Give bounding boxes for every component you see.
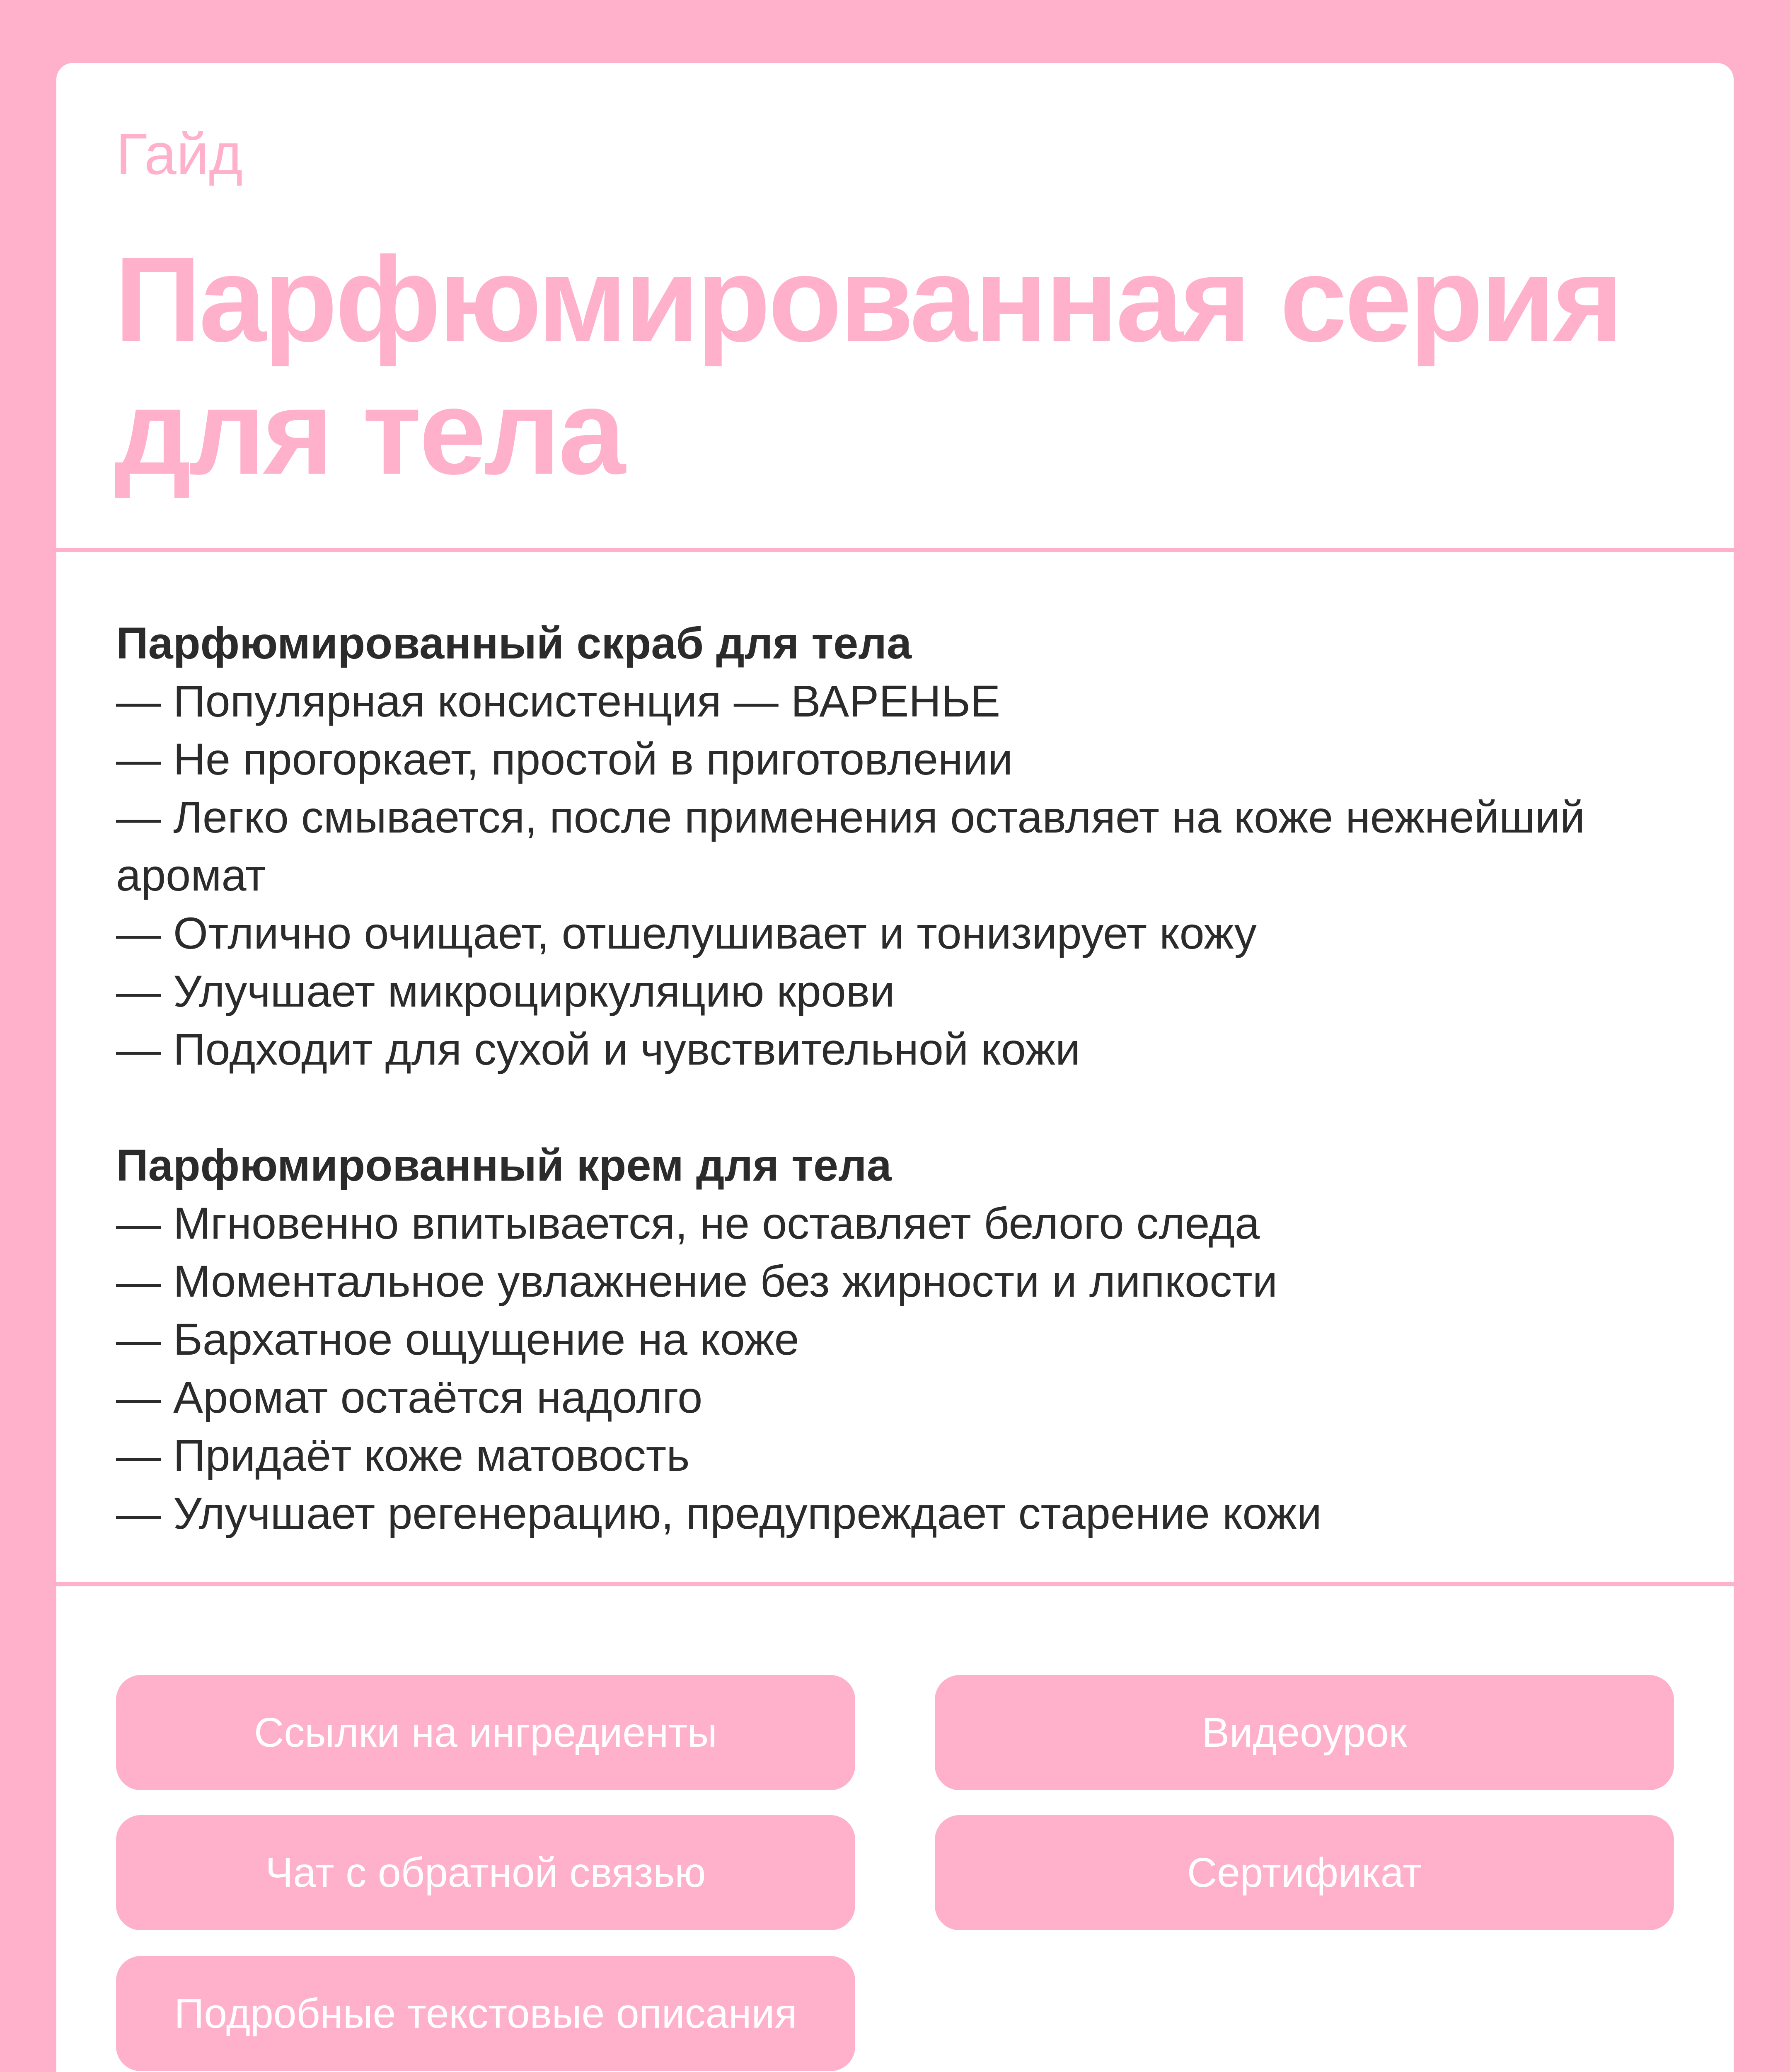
list-item: — Подходит для сухой и чувствительной кожи — [116, 1024, 1081, 1074]
list-item: — Отлично очищает, отшелушивает и тонизирует кожу — [116, 908, 1257, 958]
list-item: — Легко смывается, после применения оставляет на коже нежнейший аромат — [116, 792, 1585, 900]
cream-benefits-list — [116, 1194, 1691, 1542]
video-lesson-button[interactable]: Видеоурок — [935, 1675, 1674, 1790]
certificate-button[interactable]: Сертификат — [935, 1815, 1674, 1930]
scrub-benefits-list — [116, 672, 1691, 1078]
list-item: — Придаёт коже матовость — [116, 1430, 690, 1480]
list-item: — Популярная консистенция — ВАРЕНЬЕ — [116, 676, 1001, 726]
list-item: — Бархатное ощущение на коже — [116, 1314, 799, 1364]
section-title-cream: Парфюмированный крем для тела — [116, 1140, 892, 1190]
list-item: — Моментальное увлажнение без жирности и липкости — [116, 1256, 1278, 1306]
guide-card — [56, 63, 1734, 2072]
cream-section — [116, 1136, 1691, 1542]
top-divider — [56, 548, 1734, 552]
list-item: — Не прогоркает, простой в приготовлении — [116, 734, 1013, 784]
bottom-divider — [56, 1582, 1734, 1586]
ingredients-links-button[interactable]: Ссылки на ингредиенты — [116, 1675, 855, 1790]
list-item: — Улучшает регенерацию, предупреждает старение кожи — [116, 1488, 1322, 1538]
text-descriptions-button[interactable]: Подробные текстовые описания — [116, 1956, 855, 2071]
page-title: Парфюмированная серия для тела — [114, 232, 1621, 499]
resource-buttons — [116, 1675, 1732, 2072]
guide-kicker: Гайд — [116, 121, 243, 186]
product-descriptions — [116, 614, 1691, 1542]
list-item: — Мгновенно впитывается, не оставляет белого следа — [116, 1198, 1260, 1248]
list-item: — Улучшает микроциркуляцию крови — [116, 966, 895, 1016]
header — [56, 63, 1734, 550]
section-title-scrub: Парфюмированный скраб для тела — [116, 618, 912, 668]
feedback-chat-button[interactable]: Чат с обратной связью — [116, 1815, 855, 1930]
list-item: — Аромат остаётся надолго — [116, 1372, 703, 1422]
scrub-section — [116, 614, 1691, 1078]
